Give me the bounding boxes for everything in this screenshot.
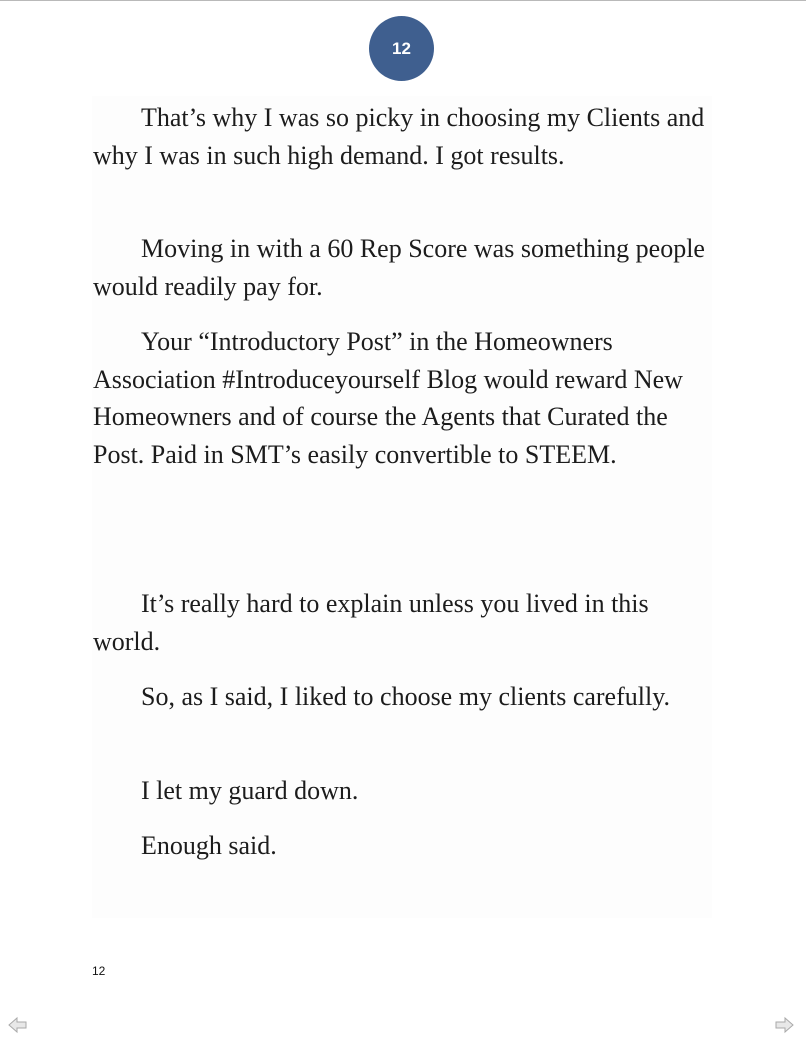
previous-page-button[interactable] xyxy=(8,1016,28,1034)
paragraph-2: Moving in with a 60 Rep Score was something people would readily pay for. xyxy=(93,234,705,301)
paragraph-4: It’s really hard to explain unless you lived in this world. xyxy=(93,589,649,656)
footer-page-number: 12 xyxy=(92,964,106,978)
paragraph-6: I let my guard down. xyxy=(141,776,359,805)
paragraph-7: Enough said. xyxy=(141,831,277,860)
paragraph-3: Your “Introductory Post” in the Homeowners Association #Introduceyourself Blog would reward New Homeowners and of course the Agents that Curated the Post. Paid in SMT’s easily convertible to STEEM. xyxy=(93,327,683,469)
paragraph-1: That’s why I was so picky in choosing my Clients and why I was in such high demand. I got results. xyxy=(93,103,705,170)
next-page-button[interactable] xyxy=(774,1016,794,1034)
paragraph-5: So, as I said, I liked to choose my clients carefully. xyxy=(141,682,671,711)
top-divider xyxy=(0,0,806,1)
page-number-badge: 12 xyxy=(369,16,434,81)
arrow-right-icon xyxy=(774,1016,794,1034)
arrow-left-icon xyxy=(8,1016,28,1034)
